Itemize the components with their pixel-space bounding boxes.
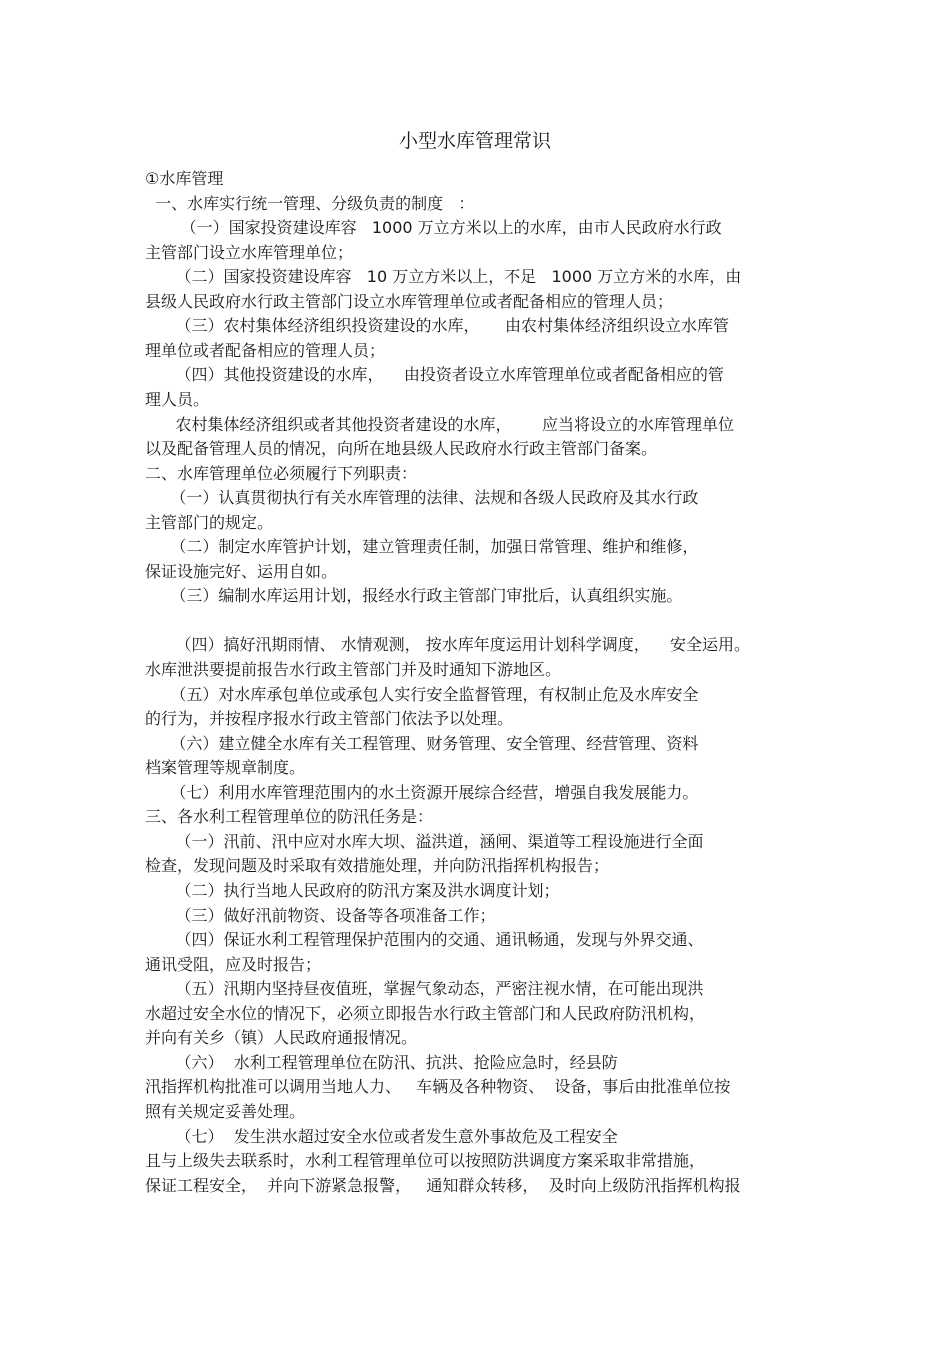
text-line: 水库泄洪要提前报告水行政主管部门并及时通知下游地区。	[145, 660, 562, 679]
text-line: （五）对水库承包单位或承包人实行安全监督管理，有权制止危及水库安全	[145, 684, 699, 704]
text-line: 县级人民政府水行政主管部门设立水库管理单位或者配备相应的管理人员；	[145, 291, 674, 311]
text-line: （七） 发生洪水超过安全水位或者发生意外事故危及工程安全	[145, 1126, 618, 1146]
text-line: 农村集体经济组织或者其他投资者建设的水库， 应当将设立的水库管理单位	[145, 414, 735, 434]
text-line: （四）保证水利工程管理保护范围内的交通、通讯畅通，发现与外界交通、	[145, 930, 704, 950]
text-line: 且与上级失去联系时，水利工程管理单位可以按照防洪调度方案采取非常措施，	[145, 1151, 706, 1170]
text-line: 保证设施完好、运用自如。	[145, 561, 338, 581]
text-line: 主管部门设立水库管理单位；	[145, 242, 354, 262]
text-line: （一）认真贯彻执行有关水库管理的法律、法规和各级人民政府及其水行政	[145, 488, 699, 508]
text-line: （四）搞好汛期雨情、 水情观测， 按水库年度运用计划科学调度， 安全运用。	[145, 635, 751, 655]
text-line: 主管部门的规定。	[145, 512, 274, 532]
text-line: ①水库管理	[145, 169, 224, 188]
text-line: 保证工程安全， 并向下游紧急报警， 通知群众转移， 及时向上级防汛指挥机构报	[145, 1175, 741, 1195]
text-line: （二）制定水库管护计划，建立管理责任制，加强日常管理、维护和维修，	[145, 537, 699, 557]
document-title: 小型水库管理常识	[398, 130, 551, 152]
text-line: 一、水库实行统一管理、分级负责的制度 ：	[145, 193, 475, 213]
text-line: （六）建立健全水库有关工程管理、财务管理、安全管理、经营管理、资料	[145, 733, 699, 753]
text-line: （七）利用水库管理范围内的水土资源开展综合经营，增强自我发展能力。	[145, 782, 699, 802]
text-line: 二、水库管理单位必须履行下列职责：	[145, 463, 418, 483]
text-line: （五）汛期内坚持昼夜值班，掌握气象动态，严密注视水情，在可能出现洪	[145, 979, 704, 999]
text-line: （一）国家投资建设库容 1000 万立方米以上的水库，由市人民政府水行政	[145, 218, 722, 238]
text-line: （二）国家投资建设库容 10 万立方米以上，不足 1000 万立方米的水库，由	[145, 267, 742, 287]
text-line: （一）汛前、汛中应对水库大坝、溢洪道，涵闸、渠道等工程设施进行全面	[145, 831, 704, 851]
text-line: 以及配备管理人员的情况，向所在地县级人民政府水行政主管部门备案。	[145, 439, 658, 459]
text-line: 档案管理等规章制度。	[145, 758, 306, 778]
text-line: （三）编制水库运用计划，报经水行政主管部门审批后，认真组织实施。	[145, 586, 683, 606]
text-line: （二）执行当地人民政府的防汛方案及洪水调度计划；	[145, 881, 560, 900]
text-line: 汛指挥机构批准可以调用当地人力、 车辆及各种物资、 设备，事后由批准单位按	[145, 1077, 731, 1097]
text-line: 的行为，并按程序报水行政主管部门依法予以处理。	[145, 709, 514, 729]
text-line: 水超过安全水位的情况下，必须立即报告水行政主管部门和人民政府防汛机构，	[145, 1003, 706, 1023]
text-line: 理人员。	[145, 390, 210, 409]
text-line: 并向有关乡（镇）人民政府通报情况。	[145, 1028, 418, 1048]
text-line: 通讯受阻，应及时报告；	[145, 954, 322, 974]
text-line: 理单位或者配备相应的管理人员；	[145, 340, 386, 360]
text-line: （三）农村集体经济组织投资建设的水库， 由农村集体经济组织设立水库管	[145, 316, 729, 336]
text-line: （三）做好汛前物资、设备等各项准备工作；	[145, 905, 496, 925]
text-line: 检查，发现问题及时采取有效措施处理，并向防汛指挥机构报告；	[145, 856, 610, 876]
text-line: （六） 水利工程管理单位在防汛、抗洪、抢险应急时，经县防	[145, 1052, 618, 1072]
document-body	[0, 165, 950, 1225]
text-line: （四）其他投资建设的水库， 由投资者设立水库管理单位或者配备相应的管	[145, 365, 724, 385]
text-line: 三、各水利工程管理单位的防汛任务是：	[145, 807, 434, 827]
text-line: 照有关规定妥善处理。	[145, 1101, 306, 1121]
